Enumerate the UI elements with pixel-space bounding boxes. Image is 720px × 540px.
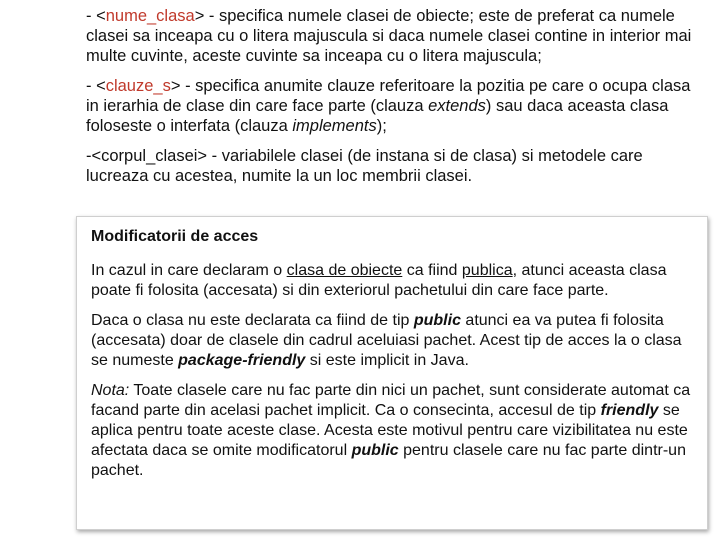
text: atunci ea va putea fi folosita (accesata) doar de clasele din cadrul aceluiasi pachet. Acest tip de acces la o clasa se numeste [91, 312, 682, 369]
text: Toate clasele care nu fac parte din nici un pachet, sunt considerate automat ca facand parte din acelasi pachet implicit. Ca o consecinta, accesul de tip [91, 382, 691, 419]
text: > - specifica numele clasei de obiecte; este de preferat ca numele clasei sa inceapa cu o litera majuscula si daca numele clasei contine in interior mai multe cuvinte, aceste cuvinte sa inceapa cu o litera majuscula; [86, 7, 692, 65]
paragraph-package-friendly [91, 311, 701, 371]
text: - < [86, 7, 106, 25]
underlined-term: publica [461, 262, 513, 279]
paragraph-nume-clasa [86, 6, 706, 66]
term-extends: extends [428, 97, 486, 115]
note-label: Nota: [91, 382, 130, 399]
text: , atunci aceasta clasa poate fi folosita (accesata) si din exteriorul pachetului din care face parte. [91, 262, 667, 299]
paragraph-corpul-clasei: -<corpul_clasei> - variabilele clasei (de instana si de clasa) si metodele care lucreaza cu acestea, numite la un loc membrii clasei. [86, 147, 643, 185]
text: se aplica pentru toate aceste clase. Acesta este motivul pentru care vizibilitatea nu este afectata daca se omite modificatorul [91, 402, 688, 459]
keyword-nume-clasa: nume_clasa [105, 7, 195, 25]
text: In cazul in care declaram o [91, 262, 287, 279]
text: - < [86, 77, 106, 95]
text: Daca o clasa nu este declarata ca fiind de tip [91, 312, 414, 329]
keyword-clauze: clauze_s [105, 77, 171, 95]
text: > - specifica anumite clauze referitoare la pozitia pe care o ocupa clasa in ierarhia de clase din care face parte (clauza [86, 77, 691, 115]
keyword-package-friendly: package-friendly [178, 352, 306, 369]
text: ) sau daca aceasta clasa foloseste o interfata (clauza [86, 97, 669, 135]
text: pentru clasele care nu fac parte dintr-un pachet. [91, 442, 686, 479]
text: ca fiind [402, 262, 462, 279]
paragraph-public [91, 261, 701, 301]
paragraph-clauze [86, 76, 706, 136]
keyword-friendly: friendly [600, 402, 659, 419]
section-heading: Modificatorii de acces [91, 228, 259, 245]
access-modifiers-box [76, 216, 708, 530]
box-content [91, 227, 701, 491]
keyword-public: public [351, 442, 399, 459]
paragraph-nota [91, 381, 701, 481]
term-implements: implements [292, 117, 377, 135]
text: ); [376, 117, 387, 135]
text: si este implicit in Java. [305, 352, 469, 369]
underlined-term: clasa de obiecte [286, 262, 403, 279]
intro-text [86, 6, 706, 196]
keyword-public: public [413, 312, 461, 329]
